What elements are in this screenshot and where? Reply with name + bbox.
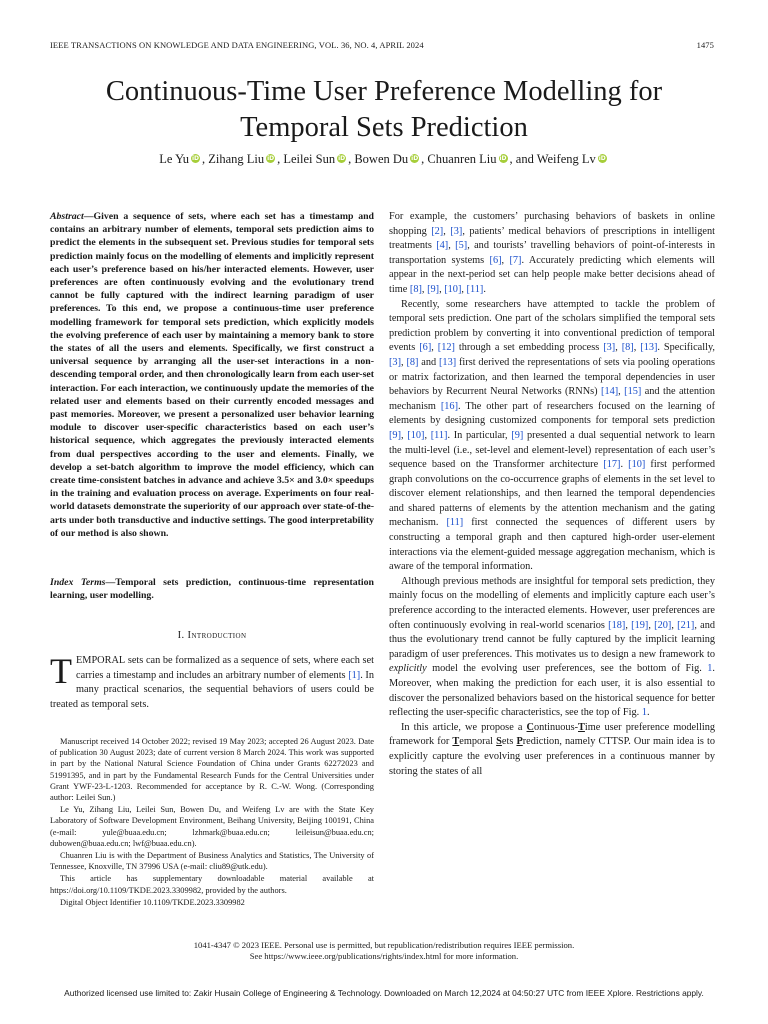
paper-title [40,74,728,146]
citation-link[interactable]: [8] [409,283,422,295]
text-run: , [461,283,467,295]
citation-link[interactable]: [20] [654,619,672,631]
text-run: For example, the customers’ purchasing behaviors of baskets in online shopping [389,211,715,237]
text-run: C [526,721,534,733]
text-run: and the attention mechanism [389,386,715,412]
author: and Weifeng Lv [515,152,596,166]
text-run: , [401,429,408,441]
text-run: , [671,619,678,631]
author: Le Yu [159,152,189,166]
text-run: presented a dual sequential network to learn the multi-level (i.e., set-level and element-level) representation of each user’s sequence based on the Transformer architecture [389,429,715,471]
text-run: ime user preference modelling framework for [389,721,715,748]
license-footer: Authorized licensed use limited to: Zakir Husain College of Engineering & Technology. Downloaded on March 12,2024 at 04:50:27 UTC from IEEE Xplore. Restrictions apply. [64,988,704,998]
copyright-line-2: See https://www.ieee.org/publications/rights/index.html for more information. [249,951,519,961]
abstract [50,210,374,540]
citation-link[interactable]: [19] [631,619,649,631]
drop-cap: T [50,651,72,691]
citation-link[interactable]: [10] [444,283,462,295]
title-line-2: Temporal Sets Prediction [240,112,528,143]
text-run: T [452,736,460,748]
text-run: first performed graph convolutions on the co-occurrence graphs of elements in the set level to discover element relationships, and then learned the temporal dependencies and shared patterns of elements by the attention mechanism and the gating mechanism. [389,459,716,529]
text-run: Although previous methods are insightful for temporal sets prediction, they mainly focus on the modelling of elements and implicitly capture each user’s preference according to the interacted elements. However, user preferences are often continuously evolving in real-world scenarios [389,575,715,631]
intro-paragraph: TEMPORAL sets can be formalized as a sequence of sets, where each set carries a timestamp and includes an arbitrary number of elements [1]. In many practical scenarios, the sequential behaviors of users could be treated as temporal sets. [50,651,375,710]
text-run: P [516,736,523,748]
citation-link[interactable]: [14] [601,386,619,398]
text-run: . [483,283,486,295]
orcid-icon[interactable]: iD [499,155,507,162]
citation-link[interactable]: [8] [621,342,634,354]
citation-link[interactable]: [12] [437,342,455,354]
text-run: , [633,342,641,354]
copyright-line-1: 1041-4347 © 2023 IEEE. Personal use is permitted, but republication/redistribution requires IEEE permission. [193,940,575,950]
paragraph [389,575,715,721]
orcid-icon[interactable]: iD [598,155,606,162]
section-title: Introduction [187,630,247,641]
abstract-label: Abstract [50,211,84,222]
text-run: , and thus the evolutionary trend cannot be fully captured by the implicit learning paradigm of user preferences. This motivates us to design a new framework to [389,619,716,660]
citation-link[interactable]: [4] [436,240,449,252]
footnote-doi: Digital Object Identifier 10.1109/TKDE.2023.3309982 [60,897,245,907]
text-run: emporal [459,736,497,748]
text-run: . Specifically, [657,342,716,354]
text-run: , [618,386,625,398]
citation-link[interactable]: [6] [489,254,502,266]
citation-link[interactable]: [6] [419,342,432,354]
text-run: T [578,721,585,733]
citation-link[interactable]: [11] [430,429,448,441]
orcid-icon[interactable]: iD [191,155,199,162]
citation-link[interactable]: [3] [603,342,616,354]
text-run: , [439,283,445,295]
text-run: model the evolving user preferences, see the bottom of Fig. [426,663,708,675]
text-run: rediction, namely CTTSP. Our main idea is to explicitly capture the evolving user preferences in a continuous manner by storing the states of all [389,736,716,777]
text-run: . Accurately predicting which elements will appear in the next-period set can help people make better decisions ahead of time [389,254,715,295]
text-run: , [443,225,451,237]
author: Leilei Sun [283,152,336,166]
citation-link[interactable]: [3] [389,356,402,368]
citation-link[interactable]: [5] [455,240,468,252]
text-run: , [401,356,407,368]
citation-link[interactable]: [3] [450,225,463,237]
author-list: Le Yu iD , Zihang Liu iD , Leilei Sun iD , Bowen Du iD , Chuanren Liu iD , and Weifeng Lv iD [159,152,606,166]
text-run: ets [501,736,517,748]
text-run: , [424,429,431,441]
footnote-affiliation-2: Chuanren Liu is with the Department of Business Analytics and Statistics, The University of Tennessee, Knoxville, TN 37996 USA (e-mail: cliu89@utk.edu). [50,851,374,872]
text-run: explicitly [389,663,427,675]
citation-link[interactable]: [11] [446,517,464,529]
text-run: through a set embedding process [454,342,604,354]
text-run: ontinuous- [533,721,579,733]
journal-name: IEEE TRANSACTIONS ON KNOWLEDGE AND DATA ENGINEERING, VOL. 36, NO. 4, APRIL 2024 [50,40,424,50]
text-run: , [431,342,438,354]
copyright-notice [0,940,768,962]
citation-link[interactable]: [13] [439,356,457,368]
footnote-manuscript: Manuscript received 14 October 2022; revised 19 May 2023; accepted 26 August 2023. Date of publication 30 August 2023; date of current version 8 March 2024. This work was supported in part by the National Natural Science Foundation of China under Grants 62272023 and 51991395, and in part by the Fundamental Research Funds for the Central Universities under Grant YWF-23-L-1203. Recommended for acceptance by R. C.-W. Wong. (Corresponding author: Leilei Sun.) [50,737,374,803]
text-run: . The other part of researchers focused on the learning of elements by designing customized components for temporal sets prediction [389,400,716,427]
author: Bowen Du [354,152,409,166]
citation-link[interactable]: [9] [389,429,402,441]
footnote-affiliation-1: Le Yu, Zihang Liu, Leilei Sun, Bowen Du, and Weifeng Lv are with the State Key Laboratory of Software Development Environment, Beihang University, Beijing 100191, China (e-mail: yule@buaa.edu.cn; lzhmark@buaa.edu.cn; leileisun@buaa.edu.cn; dubowen@buaa.edu.cn; lwf@buaa.edu.cn). [50,805,374,848]
text-run: In this article, we propose a [401,721,527,733]
abstract-text: —Given a sequence of sets, where each set has a timestamp and contains an arbitrary number of elements, temporal sets prediction aims to predict the elements in the subsequent set. Previous studies for temporal sets prediction mainly focus on the modelling of elements and implicitly represent each user’s preference based on his/her interacted elements. However, user preferences are often continuously evolving and the evolutionary trend cannot be fully captured with the indirect learning paradigm of user preferences. To this end, we propose a continuous-time user preference modelling framework for temporal sets prediction, which explicitly models the evolving preference of each user by maintaining a memory bank to store the states of all the users and elements. Specifically, we first construct a universal sequence by arranging all the user-set interactions in a non-descending temporal order, and then chronologically learn from each user-set interaction. For each interaction, we continuously update the memories of the related user and elements based on their currently encoded messages and past memories. Moreover, we present a personalized user behavior learning module to discover user-specific characteristics based on each user’s historical sequence, which aggregates the previously interacted elements from dual perspectives according to the user and elements. Finally, we develop a set-batch algorithm to improve the model efficiency, which can create time-consistent batches in advance and achieve 3.5× and 3.0× speedups in the training and evaluation process on average. Experiments on four real-world datasets demonstrate the superiority of our approach over state-of-the-arts under both transductive and inductive settings. The good interpretability of our method is also shown. [50,211,374,539]
citation-link[interactable]: [2] [431,225,444,237]
index-terms-label: Index Terms [50,577,106,588]
page-number: 1475 [696,40,714,50]
running-header [50,40,714,50]
citation-link[interactable]: [9] [427,283,440,295]
citation-link[interactable]: [10] [407,429,425,441]
citation-link[interactable]: [1] [348,669,361,681]
title-line-1: Continuous-Time User Preference Modelling for [105,76,663,107]
footnote-block [50,736,374,909]
citation-link[interactable]: [9] [511,429,524,441]
text-run: , [448,240,456,252]
paragraph [389,210,715,298]
right-column [389,210,715,779]
citation-link[interactable]: [18] [608,619,626,631]
orcid-icon[interactable]: iD [267,155,275,162]
figure-link[interactable]: 1 [641,707,647,719]
citation-link[interactable]: [15] [624,386,642,398]
text-run: . [646,707,650,719]
citation-link[interactable]: [16] [440,400,458,412]
figure-link[interactable]: 1 [707,663,713,675]
text-run: Recently, some researchers have attempted to tackle the problem of temporal sets prediction. One part of the scholars simplified the temporal sets prediction problem by converting it into conventional prediction of temporal events [389,298,715,354]
orcid-icon[interactable]: iD [411,155,419,162]
section-number: I. [177,630,185,641]
section-heading [50,630,374,641]
citation-link[interactable]: [17] [603,459,621,471]
paragraph [389,721,715,779]
citation-link[interactable]: [7] [509,254,522,266]
text-run: , [625,619,632,631]
text-run: . Moreover, when making the prediction for each user, it is also essential to discover the personalized behaviors based on the historical sequence for better reflecting the user-specific characteristics, see the top of Fig. [389,663,715,719]
text-run: and [418,356,439,368]
paragraph [389,298,715,575]
intro-lead: EMPORAL [76,655,126,666]
text-run: , [421,283,428,295]
text-run: , patients’ medical behaviors of prescriptions in intelligent treatments [389,225,715,252]
citation-link[interactable]: [13] [640,342,658,354]
citation-link[interactable]: [11] [466,283,484,295]
citation-link[interactable]: [10] [628,459,646,471]
text-run: , [501,254,510,266]
text-run: , [615,342,622,354]
author: Zihang Liu [208,152,265,166]
index-terms-text: —Temporal sets prediction, continuous-time representation learning, user modelling. [50,577,374,602]
text-run: S [496,736,502,748]
citation-link[interactable]: [8] [406,356,419,368]
index-terms [50,576,374,602]
text-run: . [620,459,629,471]
orcid-icon[interactable]: iD [338,155,346,162]
text-run: first connected the sequences of different users by constructing a temporal graph and then captured high-order user-element interactions via the element-guided message aggregation mechanism, which is aware of the temporal information. [389,517,715,573]
text-run: , and tourists’ travelling behaviors of point-of-interests in transportation systems [389,240,715,266]
text-run: first derived the representations of sets via pooling operations or matrix factorization, and then learned the temporal dependencies in user behaviors by Recurrent Neural Networks (RNNs) [389,356,716,398]
text-run: , [648,619,655,631]
footnote-supplementary: This article has supplementary downloadable material available at https://doi.org/10.1109/TKDE.2023.3309982, provided by the authors. [50,874,374,895]
citation-link[interactable]: [21] [677,619,695,631]
author: Chuanren Liu [427,152,497,166]
text-run: . In particular, [447,429,512,441]
